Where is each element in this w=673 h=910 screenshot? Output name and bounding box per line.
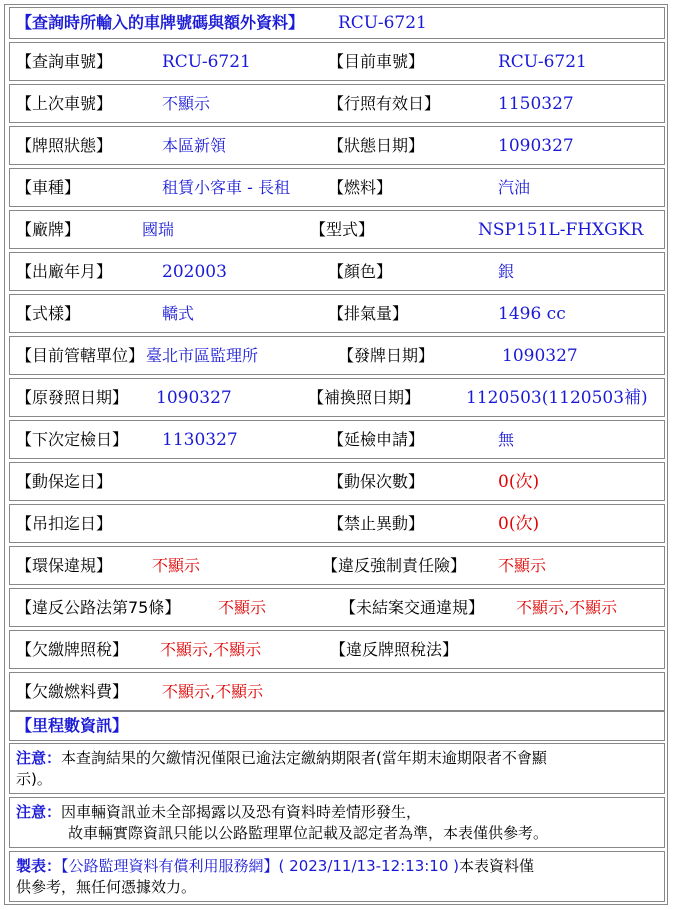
note2-line2: 故車輛實際資訊只能以公路監理單位記載及認定者為準，本表僅供參考。 <box>68 824 549 842</box>
field-label: 【上次車號】 <box>16 94 113 113</box>
field-label: 【欠繳牌照稅】 <box>16 640 129 659</box>
field-value: 1496 cc <box>498 304 566 324</box>
field-label: 【原發照日期】 <box>16 388 129 407</box>
footer-time: ( 2023/11/13-12:13:10 ) <box>278 857 460 875</box>
field-value: 不顯示 <box>498 556 547 575</box>
field-label: 【違反強制責任險】 <box>322 556 467 575</box>
footer-source: 【公路監理資料有償利用服務網】 <box>61 857 279 875</box>
field-label: 【發牌日期】 <box>338 346 435 365</box>
field-label: 【補換照日期】 <box>308 388 421 407</box>
info-row <box>9 126 665 165</box>
field-label: 【動保次數】 <box>328 472 425 491</box>
note2-line1: 因車輛資訊並未全部揭露以及恐有資料時差情形發生， <box>61 803 422 821</box>
note2 <box>16 802 658 844</box>
field-value: 1090327 <box>498 136 574 156</box>
field-label: 【未結案交通違規】 <box>340 598 485 617</box>
field-value: 202003 <box>162 262 227 282</box>
title-row <box>9 7 665 39</box>
info-row <box>9 420 665 459</box>
field-label: 【式樣】 <box>16 304 81 323</box>
footer-text: 本表資料僅 <box>459 857 535 875</box>
field-value: 汽油 <box>498 178 531 197</box>
info-row <box>9 294 665 333</box>
field-label: 【行照有效日】 <box>328 94 441 113</box>
field-label: 【動保迄日】 <box>16 472 113 491</box>
info-row <box>9 42 665 81</box>
field-label: 【燃料】 <box>328 178 393 197</box>
title-label: 【查詢時所輸入的車牌號碼與額外資料】 <box>16 13 305 32</box>
info-row <box>9 168 665 207</box>
field-value: 不顯示,不顯示 <box>162 682 264 701</box>
note2-head: 注意： <box>16 803 62 821</box>
field-label: 【顏色】 <box>328 262 393 281</box>
field-label: 【禁止異動】 <box>328 514 425 533</box>
info-row <box>9 672 665 711</box>
field-value: 1150327 <box>498 94 574 114</box>
field-label: 【狀態日期】 <box>328 136 425 155</box>
info-row <box>9 630 665 669</box>
field-label: 【目前車號】 <box>328 52 425 71</box>
field-value: 0(次) <box>498 472 540 492</box>
note1-text: 本查詢結果的欠繳情況僅限已逾法定繳納期限者(當年期末逾期限者不會顯 <box>61 749 547 767</box>
field-value: 不顯示 <box>152 556 201 575</box>
note1-head: 注意： <box>16 749 62 767</box>
field-label: 【排氣量】 <box>328 304 409 323</box>
note2-row <box>9 797 665 848</box>
footer-head: 製表： <box>16 857 62 875</box>
info-row <box>9 378 665 417</box>
field-label: 【違反牌照稅法】 <box>330 640 459 659</box>
field-value: 銀 <box>498 262 515 281</box>
info-row <box>9 504 665 543</box>
field-label: 【出廠年月】 <box>16 262 113 281</box>
footer-row <box>9 851 665 902</box>
field-value: 國瑞 <box>142 220 175 239</box>
info-row <box>9 546 665 585</box>
mileage-label: 【里程數資訊】 <box>16 716 129 735</box>
field-value: 1130327 <box>162 430 238 450</box>
note1 <box>16 748 658 790</box>
info-row <box>9 588 665 627</box>
mileage-row <box>9 711 665 741</box>
note1-text2: 示)。 <box>16 770 52 788</box>
field-value: 臺北市區監理所 <box>146 346 259 365</box>
field-value: 本區新領 <box>162 136 227 155</box>
field-label: 【牌照狀態】 <box>16 136 113 155</box>
field-value: 1090327 <box>156 388 232 408</box>
vehicle-info-table <box>4 4 668 905</box>
field-label: 【環保違規】 <box>16 556 113 575</box>
field-label: 【延檢申請】 <box>328 430 425 449</box>
field-label: 【目前管轄單位】 <box>16 346 145 365</box>
field-label: 【型式】 <box>310 220 375 239</box>
field-label: 【欠繳燃料費】 <box>16 682 129 701</box>
field-label: 【查詢車號】 <box>16 52 113 71</box>
field-value: RCU-6721 <box>498 52 587 72</box>
field-label: 【車種】 <box>16 178 81 197</box>
info-row <box>9 252 665 291</box>
field-value: 1090327 <box>502 346 578 366</box>
field-value: RCU-6721 <box>162 52 251 72</box>
field-value: 0(次) <box>498 514 540 534</box>
info-row <box>9 84 665 123</box>
field-value: 1120503(1120503補) <box>466 388 648 408</box>
field-value: 租賃小客車 - 長租 <box>162 178 290 197</box>
note1-row <box>9 743 665 794</box>
field-label: 【廠牌】 <box>16 220 81 239</box>
field-value: 不顯示,不顯示 <box>160 640 262 659</box>
info-row <box>9 462 665 501</box>
field-label: 【吊扣迄日】 <box>16 514 113 533</box>
field-value: 不顯示,不顯示 <box>516 598 618 617</box>
field-label: 【下次定檢日】 <box>16 430 129 449</box>
field-label: 【違反公路法第75條】 <box>16 598 181 617</box>
info-row <box>9 210 665 249</box>
footer <box>16 856 658 898</box>
field-value: 轎式 <box>162 304 195 323</box>
field-value: NSP151L-FHXGKR <box>478 220 644 240</box>
footer-text2: 供參考，無任何憑據效力。 <box>16 878 197 896</box>
title-plate: RCU-6721 <box>338 13 427 33</box>
info-row <box>9 336 665 375</box>
field-value: 不顯示 <box>218 598 267 617</box>
field-value: 不顯示 <box>162 94 211 113</box>
field-value: 無 <box>498 430 515 449</box>
